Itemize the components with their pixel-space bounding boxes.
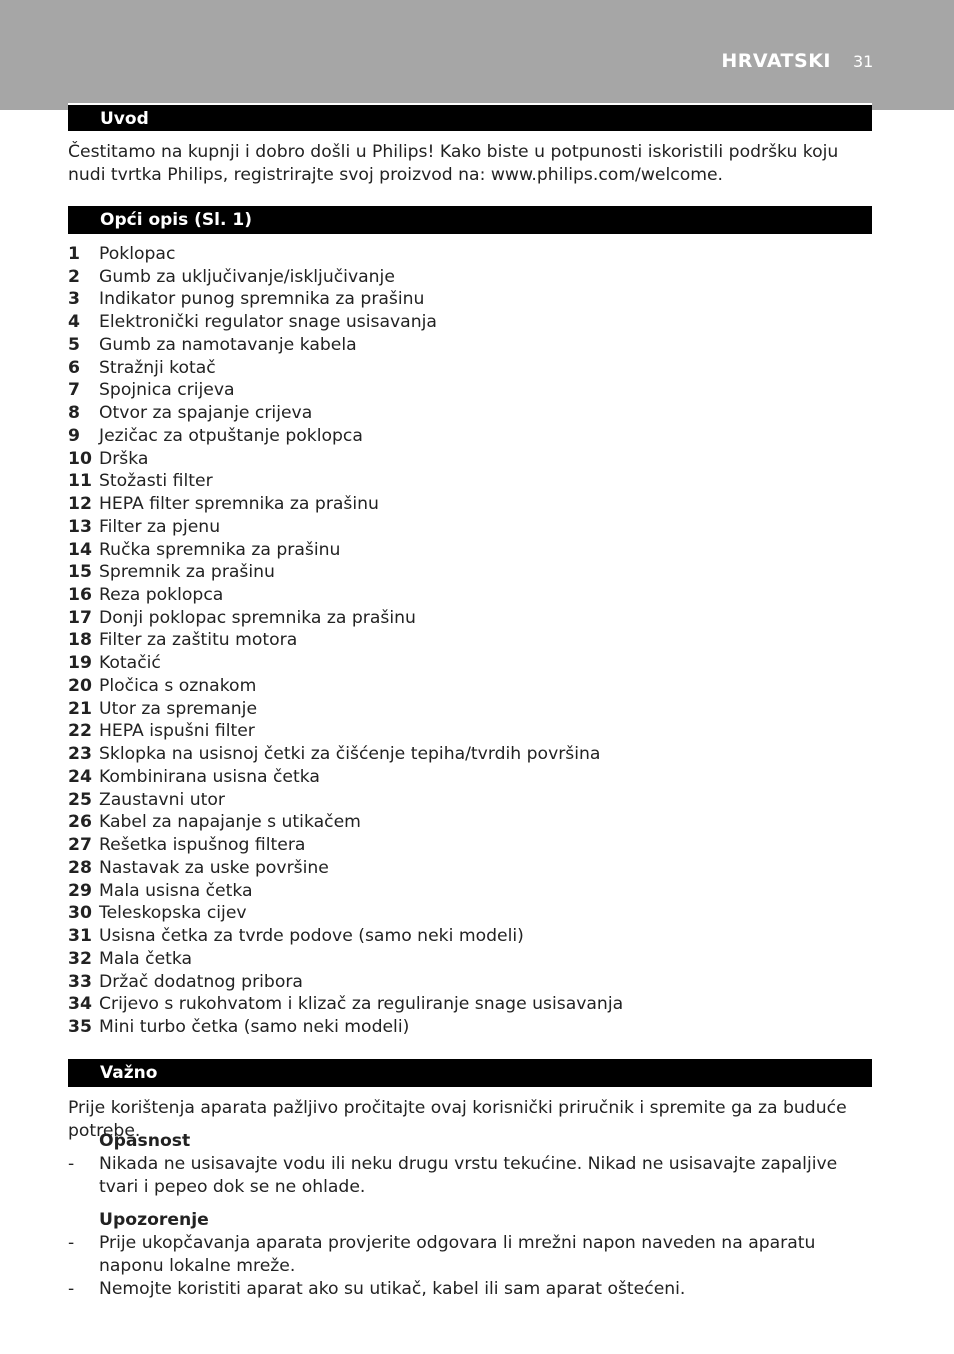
list-item xyxy=(68,288,623,311)
list-item xyxy=(68,470,623,493)
list-item-text: Jezičac za otpuštanje poklopca xyxy=(99,425,363,446)
list-item-text: Filter za pjenu xyxy=(99,516,221,537)
list-item-number: 24 xyxy=(68,766,92,787)
list-item-text: Donji poklopac spremnika za prašinu xyxy=(99,607,416,628)
section-heading-intro: Uvod xyxy=(68,103,872,131)
list-item-number: 28 xyxy=(68,857,92,878)
list-item-number: 16 xyxy=(68,585,92,606)
list-item-text: Spojnica crijeva xyxy=(99,380,235,401)
list-item-text: Kotačić xyxy=(99,653,161,674)
list-item xyxy=(68,834,623,857)
list-item xyxy=(68,607,623,630)
list-item-text: Otvor za spajanje crijeva xyxy=(99,403,313,424)
list-item xyxy=(68,720,623,743)
intro-paragraph: Čestitamo na kupnji i dobro došli u Philips! Kako biste u potpunosti iskoristili podršku koju nudi tvrtka Philips, registrirajte svoj proizvod na: www.philips.com/welcome. xyxy=(68,142,839,185)
list-item-number: 15 xyxy=(68,562,92,583)
list-item xyxy=(68,311,623,334)
list-item-number: 7 xyxy=(68,380,80,401)
list-item-number: 2 xyxy=(68,266,80,287)
list-item-number: 26 xyxy=(68,812,92,833)
list-item-number: 1 xyxy=(68,244,80,264)
bullet-dash: - xyxy=(68,1154,75,1174)
list-item-text: Stožasti filter xyxy=(99,471,213,492)
list-item xyxy=(68,379,623,402)
list-item-number: 23 xyxy=(68,744,92,765)
list-item-number: 12 xyxy=(68,494,92,515)
list-item-number: 33 xyxy=(68,971,92,992)
list-item-text: Nastavak za uske površine xyxy=(99,857,329,878)
list-item-number: 8 xyxy=(68,403,80,424)
list-item-text: Zaustavni utor xyxy=(99,789,225,810)
warning-heading: Upozorenje xyxy=(99,1210,209,1230)
page-number: 31 xyxy=(853,52,874,71)
list-item xyxy=(68,629,623,652)
list-item-number: 17 xyxy=(68,607,92,628)
list-item xyxy=(68,561,623,584)
list-item xyxy=(68,857,623,880)
list-item-number: 11 xyxy=(68,471,92,492)
list-item-number: 21 xyxy=(68,698,92,719)
list-item-text: Stražnji kotač xyxy=(99,357,216,378)
list-item-text: Mini turbo četka (samo neki modeli) xyxy=(99,1016,410,1037)
list-item-text: HEPA filter spremnika za prašinu xyxy=(99,494,379,515)
list-item-text: HEPA ispušni filter xyxy=(99,721,255,742)
list-item xyxy=(68,925,623,948)
section-heading-general: Opći opis (Sl. 1) xyxy=(68,206,872,234)
list-item-number: 18 xyxy=(68,630,92,651)
list-item-number: 30 xyxy=(68,903,92,924)
list-item-number: 31 xyxy=(68,926,92,947)
list-item xyxy=(68,357,623,380)
list-item-text: Rešetka ispušnog filtera xyxy=(99,835,306,856)
list-item xyxy=(68,789,623,812)
bullet-dash: - xyxy=(68,1279,75,1299)
list-item xyxy=(68,402,623,425)
list-item xyxy=(68,425,623,448)
list-item-text: Kombinirana usisna četka xyxy=(99,766,320,787)
list-item-text: Gumb za uključivanje/isključivanje xyxy=(99,266,395,287)
list-item-number: 32 xyxy=(68,948,92,969)
list-item-text: Teleskopska cijev xyxy=(99,903,247,924)
list-item-text: Ručka spremnika za prašinu xyxy=(99,539,341,560)
list-item-number: 4 xyxy=(68,312,80,333)
list-item-text: Reza poklopca xyxy=(99,585,224,606)
list-item xyxy=(68,948,623,971)
list-item-number: 29 xyxy=(68,880,92,901)
list-item xyxy=(68,880,623,903)
list-item-number: 22 xyxy=(68,721,92,742)
parts-list xyxy=(68,243,623,1039)
list-item-text: Drška xyxy=(99,448,149,469)
list-item xyxy=(68,266,623,289)
header-band xyxy=(0,0,954,110)
bullet-text: Nemojte koristiti aparat ako su utikač, kabel ili sam aparat oštećeni. xyxy=(99,1279,686,1299)
list-item xyxy=(68,902,623,925)
danger-bullet xyxy=(68,1153,868,1198)
list-item xyxy=(68,766,623,789)
list-item-text: Spremnik za prašinu xyxy=(99,562,275,583)
list-item-number: 6 xyxy=(68,357,80,378)
list-item xyxy=(68,993,623,1016)
list-item xyxy=(68,1016,623,1039)
important-paragraph: Prije korištenja aparata pažljivo pročitajte ovaj korisnički priručnik i spremite ga za buduće potrebe. xyxy=(68,1098,847,1141)
list-item xyxy=(68,448,623,471)
list-item-text: Filter za zaštitu motora xyxy=(99,630,298,651)
list-item-text: Pločica s oznakom xyxy=(99,675,257,696)
list-item xyxy=(68,516,623,539)
list-item-text: Utor za spremanje xyxy=(99,698,258,719)
danger-heading: Opasnost xyxy=(99,1131,191,1151)
list-item-number: 10 xyxy=(68,448,92,469)
list-item-text: Elektronički regulator snage usisavanja xyxy=(99,312,437,333)
list-item xyxy=(68,743,623,766)
bullet-dash: - xyxy=(68,1233,75,1253)
list-item xyxy=(68,652,623,675)
list-item-number: 35 xyxy=(68,1016,92,1037)
list-item xyxy=(68,811,623,834)
list-item xyxy=(68,971,623,994)
list-item-number: 20 xyxy=(68,675,92,696)
list-item-text: Indikator punog spremnika za prašinu xyxy=(99,289,425,310)
list-item-number: 5 xyxy=(68,334,80,355)
list-item-text: Kabel za napajanje s utikačem xyxy=(99,812,361,833)
list-item-number: 27 xyxy=(68,835,92,856)
list-item-number: 25 xyxy=(68,789,92,810)
list-item-text: Mala četka xyxy=(99,948,193,969)
list-item-number: 3 xyxy=(68,289,80,310)
section-heading-important: Važno xyxy=(68,1059,872,1087)
list-item-number: 14 xyxy=(68,539,92,560)
list-item xyxy=(68,493,623,516)
list-item-number: 34 xyxy=(68,994,92,1015)
bullet-text: Nikada ne usisavajte vodu ili neku drugu vrstu tekućine. Nikad ne usisavajte zapaljive tvari i pepeo dok se ne ohlade. xyxy=(99,1154,838,1197)
list-item-text: Crijevo s rukohvatom i klizač za reguliranje snage usisavanja xyxy=(99,994,624,1015)
language-label: HRVATSKI xyxy=(721,50,831,72)
list-item-text: Gumb za namotavanje kabela xyxy=(99,334,357,355)
warning-bullet xyxy=(68,1232,868,1277)
bullet-text: Prije ukopčavanja aparata provjerite odgovara li mrežni napon naveden na aparatu naponu lokalne mreže. xyxy=(99,1233,816,1276)
list-item-number: 13 xyxy=(68,516,92,537)
list-item xyxy=(68,334,623,357)
list-item-number: 19 xyxy=(68,653,92,674)
list-item xyxy=(68,243,623,266)
list-item-text: Poklopac xyxy=(99,244,176,264)
list-item-text: Mala usisna četka xyxy=(99,880,253,901)
list-item xyxy=(68,584,623,607)
list-item xyxy=(68,539,623,562)
list-item-text: Držač dodatnog pribora xyxy=(99,971,303,992)
list-item-text: Sklopka na usisnoj četki za čišćenje tepiha/tvrdih površina xyxy=(99,744,601,765)
list-item xyxy=(68,698,623,721)
warning-bullet xyxy=(68,1278,868,1301)
list-item xyxy=(68,675,623,698)
list-item-text: Usisna četka za tvrde podove (samo neki modeli) xyxy=(99,926,524,947)
list-item-number: 9 xyxy=(68,425,80,446)
